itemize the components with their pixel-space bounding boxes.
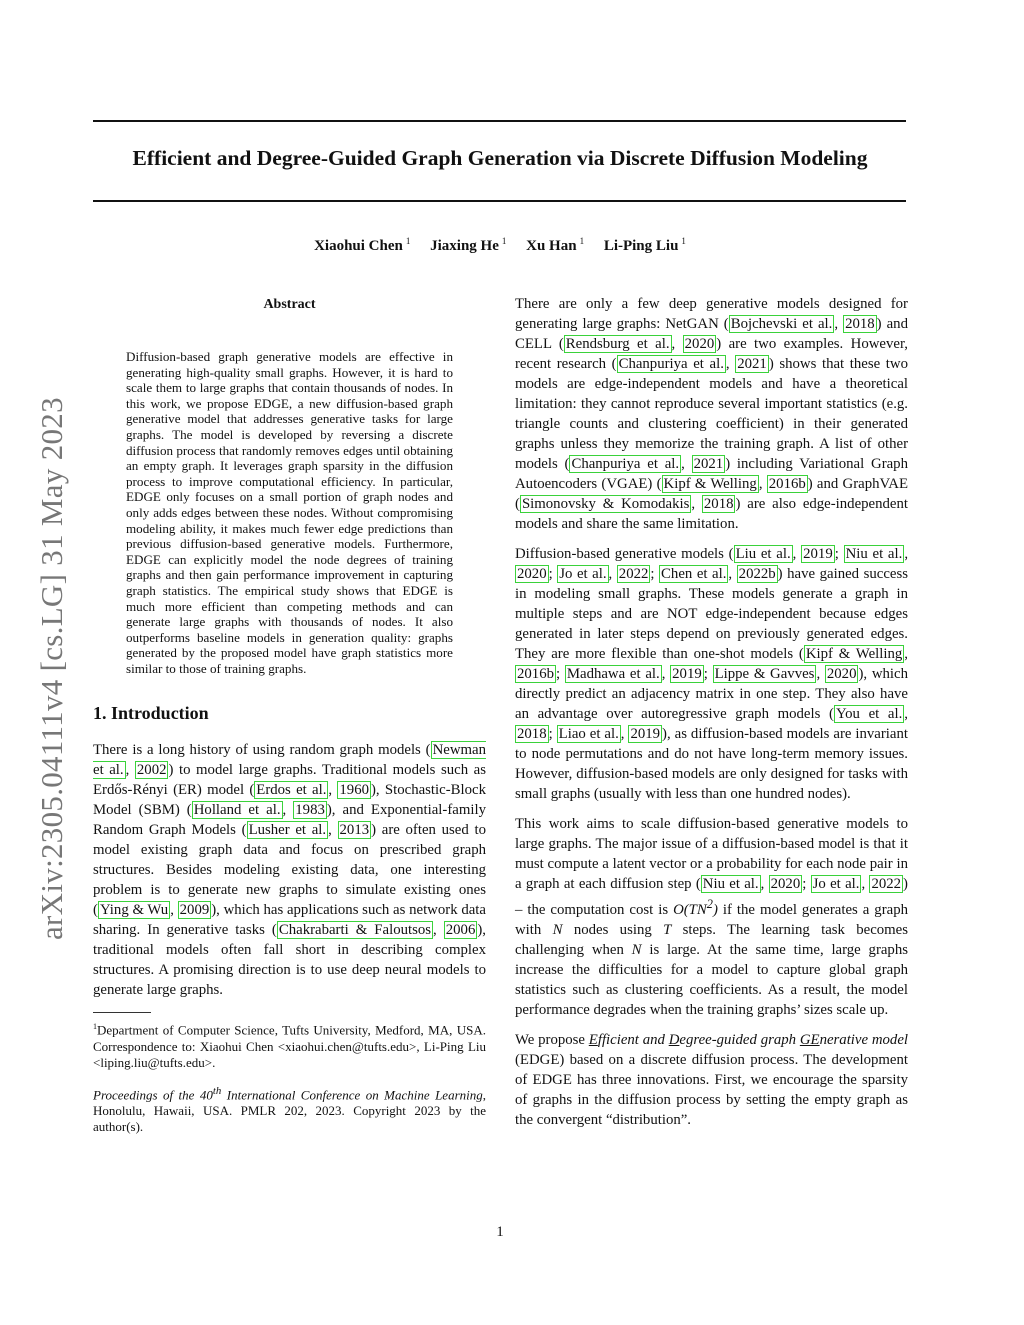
math-variable: N bbox=[631, 941, 642, 958]
citation-link[interactable]: 2022 bbox=[871, 876, 902, 892]
citation-link[interactable]: Liao et al. bbox=[558, 726, 619, 742]
abstract-text: Diffusion-based graph generative models are effective in generating high-quality small graphs. However, it is hard to scale them to large graphs that contain thousands of nodes. In this work, we propose EDGE, a new diffusion-based graph generative model that addresses generative tasks for large graphs. The model is developed by reversing a discrete diffusion process that randomly removes edges until obtaining an empty graph. It leverages graph sparsity in the diffusion process to improve computational efficiency. In particular, EDGE only focuses on a small portion of graph nodes and only adds edges between these nodes. Without compromising modeling ability, it makes much fewer edge predictions than previous diffusion-based generative models. Furthermore, EDGE can explicitly model the node degrees of training graphs and then gain performance improvement in capturing graph statistics. The empirical study shows that EDGE is much more efficient than competing methods and can generate large graphs with thousands of nodes. It also outperforms baseline models in generation quality: graphs generated by the proposed model have graph statistics more similar to those of training graphs. bbox=[126, 349, 453, 676]
citation-link[interactable]: Bojchevski et al. bbox=[730, 316, 833, 332]
citation-link[interactable]: You et al. bbox=[835, 706, 903, 722]
paper-title: Efficient and Degree-Guided Graph Generation via Discrete Diffusion Modeling bbox=[132, 146, 868, 170]
citation-link[interactable]: Madhawa et al. bbox=[566, 666, 660, 682]
author-list bbox=[0, 236, 1000, 255]
author: Jiaxing He $^1$ bbox=[430, 236, 507, 254]
citation-link[interactable]: Erdos et al. bbox=[256, 782, 327, 799]
citation-link[interactable]: 2018 bbox=[517, 726, 547, 742]
citation-link[interactable]: Jo et al. bbox=[559, 566, 607, 582]
citation-link[interactable]: 2020 bbox=[684, 336, 715, 352]
citation-link[interactable]: 2021 bbox=[737, 356, 767, 372]
body-paragraph: This work aims to scale diffusion-based generative models to large graphs. The major issue of a diffusion-based model is that it must compute a latent vector or a probability for each node pair in a graph at each diffusion step ( Niu et al. , 2020 ; Jo et al. , 2022 ) – the computation cost is $O(TN^2)$ if the model generates a graph with N nodes using T steps. The learning task becomes challenging when N is large. At the same time, large graphs increase the difficulties for a model to capture global graph statistics such as clustering coefficients. As a result, the model performance degrades when the training graphs’ sizes scale up. bbox=[515, 816, 909, 1018]
citation-link[interactable]: 2020 bbox=[826, 666, 857, 682]
body-paragraph: Diffusion-based generative models ( Liu et al. , 2019 ; Niu et al. , 2020 ; Jo et al. , 2022 ; Chen et al. , 2022b ) have gained success in modeling small graphs. These models generate a graph in multiple steps and are NOT edge-independent because edges generated in later steps depend on previously generated edges. They are more flexible than one-shot models ( Kipf & Welling , 2016b ; Madhawa et al. , 2019 ; Lippe & Gavves , 2020 ), which directly predict an adjacency matrix in one step. They also have an advantage over autoregressive graph models ( You et al. , 2018 ; Liao et al. , 2019 ), as diffusion-based models are invariant to node permutations and do not have long-term memory issues. However, diffusion-based models are only designed for tasks with small graphs (usually with less than one hundred nodes). bbox=[515, 546, 909, 802]
citation-link[interactable]: Newman et al. bbox=[93, 742, 486, 779]
citation-link[interactable]: Lusher et al. bbox=[248, 822, 327, 839]
citation-link[interactable]: Rendsburg et al. bbox=[565, 336, 670, 352]
title-rule-top bbox=[93, 120, 906, 122]
citation-link[interactable]: 2022 bbox=[618, 566, 649, 582]
model-name: Efficient and Degree-guided graph GEnerative model bbox=[588, 1031, 909, 1048]
citation-link[interactable]: 1960 bbox=[339, 782, 369, 799]
citation-link[interactable]: 2022b bbox=[738, 566, 776, 582]
citation-link[interactable]: 2021 bbox=[693, 456, 724, 472]
author: Xiaohui Chen $^1$ bbox=[314, 236, 411, 254]
citation-link[interactable]: Chanpuriya et al. bbox=[618, 356, 724, 372]
citation-link[interactable]: Jo et al. bbox=[812, 876, 860, 892]
math-variable: T bbox=[663, 921, 672, 938]
citation-link[interactable]: 2020 bbox=[517, 566, 547, 582]
citation-link[interactable]: 2013 bbox=[339, 822, 370, 839]
citation-link[interactable]: 2019 bbox=[672, 666, 702, 682]
citation-link[interactable]: 2016b bbox=[768, 476, 806, 492]
citation-link[interactable]: 2018 bbox=[703, 496, 734, 512]
arxiv-stamp: arXiv:2305.04111v4 [cs.LG] 31 May 2023 bbox=[34, 397, 69, 940]
citation-link[interactable]: Chakrabarti & Faloutsos bbox=[278, 922, 432, 939]
right-column bbox=[515, 294, 908, 1130]
author: Li-Ping Liu $^1$ bbox=[603, 236, 686, 254]
intro-paragraph: There is a long history of using random graph models ( Newman et al. , 2002 ) to model large graphs. Traditional models such as Erdős-Rényi (ER) model ( Erdos et al. , 1960 ), Stochastic-Block Model (SBM) ( Holland et al. , 1983 ), and Exponential-family Random Graph Models ( Lusher et al. , 2013 ) are often used to model existing graph data and focus on prescribed graph structures. Besides modeling existing data, one interesting problem is to generate new graphs to simulate existing ones ( Ying & Wu , 2009 ), which has applications such as network data sharing. In generative tasks ( Chakrabarti & Faloutsos , 2006 ), traditional models often fall short in describing complex structures. A promising direction is to use deep neural models to generate large graphs. bbox=[93, 742, 486, 999]
proceedings-note: Proceedings of the 40th International Conference on Machine Learning, Honolulu, Hawaii, USA. PMLR 202, 2023. Copyright 2023 by the author(s). bbox=[93, 1084, 487, 1135]
section-heading: 1. Introduction bbox=[93, 703, 209, 724]
citation-link[interactable]: Chen et al. bbox=[661, 566, 727, 582]
citation-link[interactable]: 2019 bbox=[630, 726, 661, 742]
title-rule-bottom bbox=[93, 200, 906, 202]
citation-link[interactable]: Chanpuriya et al. bbox=[571, 456, 680, 472]
citation-link[interactable]: 2018 bbox=[845, 316, 875, 332]
citation-link[interactable]: 2019 bbox=[803, 546, 833, 562]
math-variable: N bbox=[552, 921, 563, 938]
author: Xu Han $^1$ bbox=[526, 236, 585, 254]
citation-link[interactable]: 2002 bbox=[136, 762, 167, 779]
citation-link[interactable]: 2020 bbox=[770, 876, 801, 892]
citation-link[interactable]: 2006 bbox=[445, 922, 476, 939]
citation-link[interactable]: 1983 bbox=[295, 802, 325, 819]
citation-link[interactable]: Liu et al. bbox=[735, 546, 791, 562]
citation-link[interactable]: Kipf & Welling bbox=[805, 646, 903, 662]
citation-link[interactable]: Lippe & Gavves bbox=[714, 666, 815, 682]
citation-link[interactable]: 2016b bbox=[517, 666, 554, 682]
citation-link[interactable]: Simonovsky & Komodakis bbox=[521, 496, 690, 512]
citation-link[interactable]: Niu et al. bbox=[845, 546, 903, 562]
affiliation-footnote: $^1$Department of Computer Science, Tufts University, Medford, MA, USA. Correspondence to: Xiaohui Chen <xiaohui.chen@tufts.edu>, Li-Ping Liu <liping.liu@tufts.edu>. bbox=[93, 1022, 486, 1070]
abstract-heading: Abstract bbox=[263, 297, 316, 312]
body-paragraph: We propose Efficient and Degree-guided graph GEnerative model (EDGE) based on a discrete diffusion process. The development of EDGE has three innovations. First, we encourage the sparsity of graphs in the diffusion process by setting the empty graph as the convergent “distribution”. bbox=[515, 1031, 909, 1128]
left-column bbox=[93, 294, 486, 1135]
footnote-rule bbox=[93, 1012, 151, 1013]
body-paragraph: There are only a few deep generative models designed for generating large graphs: NetGAN ( Bojchevski et al. , 2018 ) and CELL ( Rendsburg et al. , 2020 ) are two examples. However, recent research ( Chanpuriya et al. , 2021 ) shows that these two models are edge-independent models and have a theoretical limitation: they cannot reproduce several important statistics (e.g. triangle counts and clustering coefficient) in their generated graphs unless they memorize the training graph. A list of other models ( Chanpuriya et al. , 2021 ) including Variational Graph Autoencoders (VGAE) ( Kipf & Welling , 2016b ) and GraphVAE ( Simonovsky & Komodakis , 2018 ) are also edge-independent models and share the same limitation. bbox=[515, 296, 908, 532]
citation-link[interactable]: Kipf & Welling bbox=[663, 476, 757, 492]
citation-link[interactable]: Ying & Wu bbox=[99, 902, 169, 919]
citation-link[interactable]: 2009 bbox=[179, 902, 210, 919]
page-number: 1 bbox=[496, 1224, 504, 1240]
citation-link[interactable]: Holland et al. bbox=[193, 802, 281, 819]
math-expression: $O(TN^2)$ bbox=[673, 897, 718, 918]
citation-link[interactable]: Niu et al. bbox=[702, 876, 759, 892]
